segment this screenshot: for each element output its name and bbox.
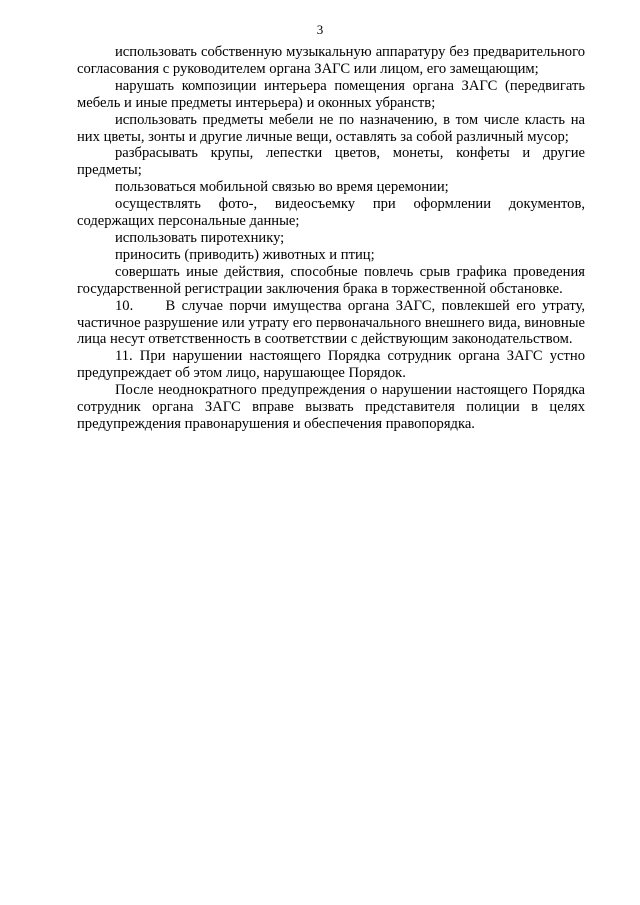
paragraph-mobile-phones: пользоваться мобильной связью во время церемонии;: [115, 179, 449, 196]
document-body: [77, 44, 585, 433]
paragraph-interior-composition: нарушать композиции интерьера помещения органа ЗАГС (передвигать мебель и иные предметы интерьера) и оконных убранств;: [77, 77, 585, 111]
paragraph-animals: приносить (приводить) животных и птиц;: [115, 246, 375, 263]
paragraph-furniture-misuse: использовать предметы мебели не по назначению, в том числе класть на них цветы, зонты и другие личные вещи, оставлять за собой различный мусор;: [77, 111, 585, 145]
paragraph-item-10-property-damage: 10. В случае порчи имущества органа ЗАГС, повлекшей его утрату, частичное разрушение или утрату его первоначального внешнего вида, виновные лица несут ответственность в соответствии с действующим законодательством.: [77, 297, 585, 348]
paragraph-item-11-warning: 11. При нарушении настоящего Порядка сотрудник органа ЗАГС устно предупреждает об этом лицо, нарушающее Порядок.: [77, 348, 585, 382]
paragraph-scattering-items: разбрасывать крупы, лепестки цветов, монеты, конфеты и другие предметы;: [77, 145, 585, 179]
paragraph-other-actions: совершать иные действия, способные повлечь срыв графика проведения государственной регистрации заключения брака в торжественной обстановке.: [77, 263, 585, 297]
paragraph-photo-video: осуществлять фото-, видеосъемку при оформлении документов, содержащих персональные данные;: [77, 196, 585, 230]
paragraph-music-equipment: использовать собственную музыкальную аппаратуру без предварительного согласования с руководителем органа ЗАГС или лицом, его замещающим;: [77, 44, 585, 77]
page-number: 3: [316, 22, 324, 37]
paragraph-police-call: После неоднократного предупреждения о нарушении настоящего Порядка сотрудник органа ЗАГС вправе вызвать представителя полиции в целях предупреждения правонарушения и обеспечения правопорядка.: [77, 382, 585, 432]
paragraph-pyrotechnics: использовать пиротехнику;: [115, 229, 285, 246]
